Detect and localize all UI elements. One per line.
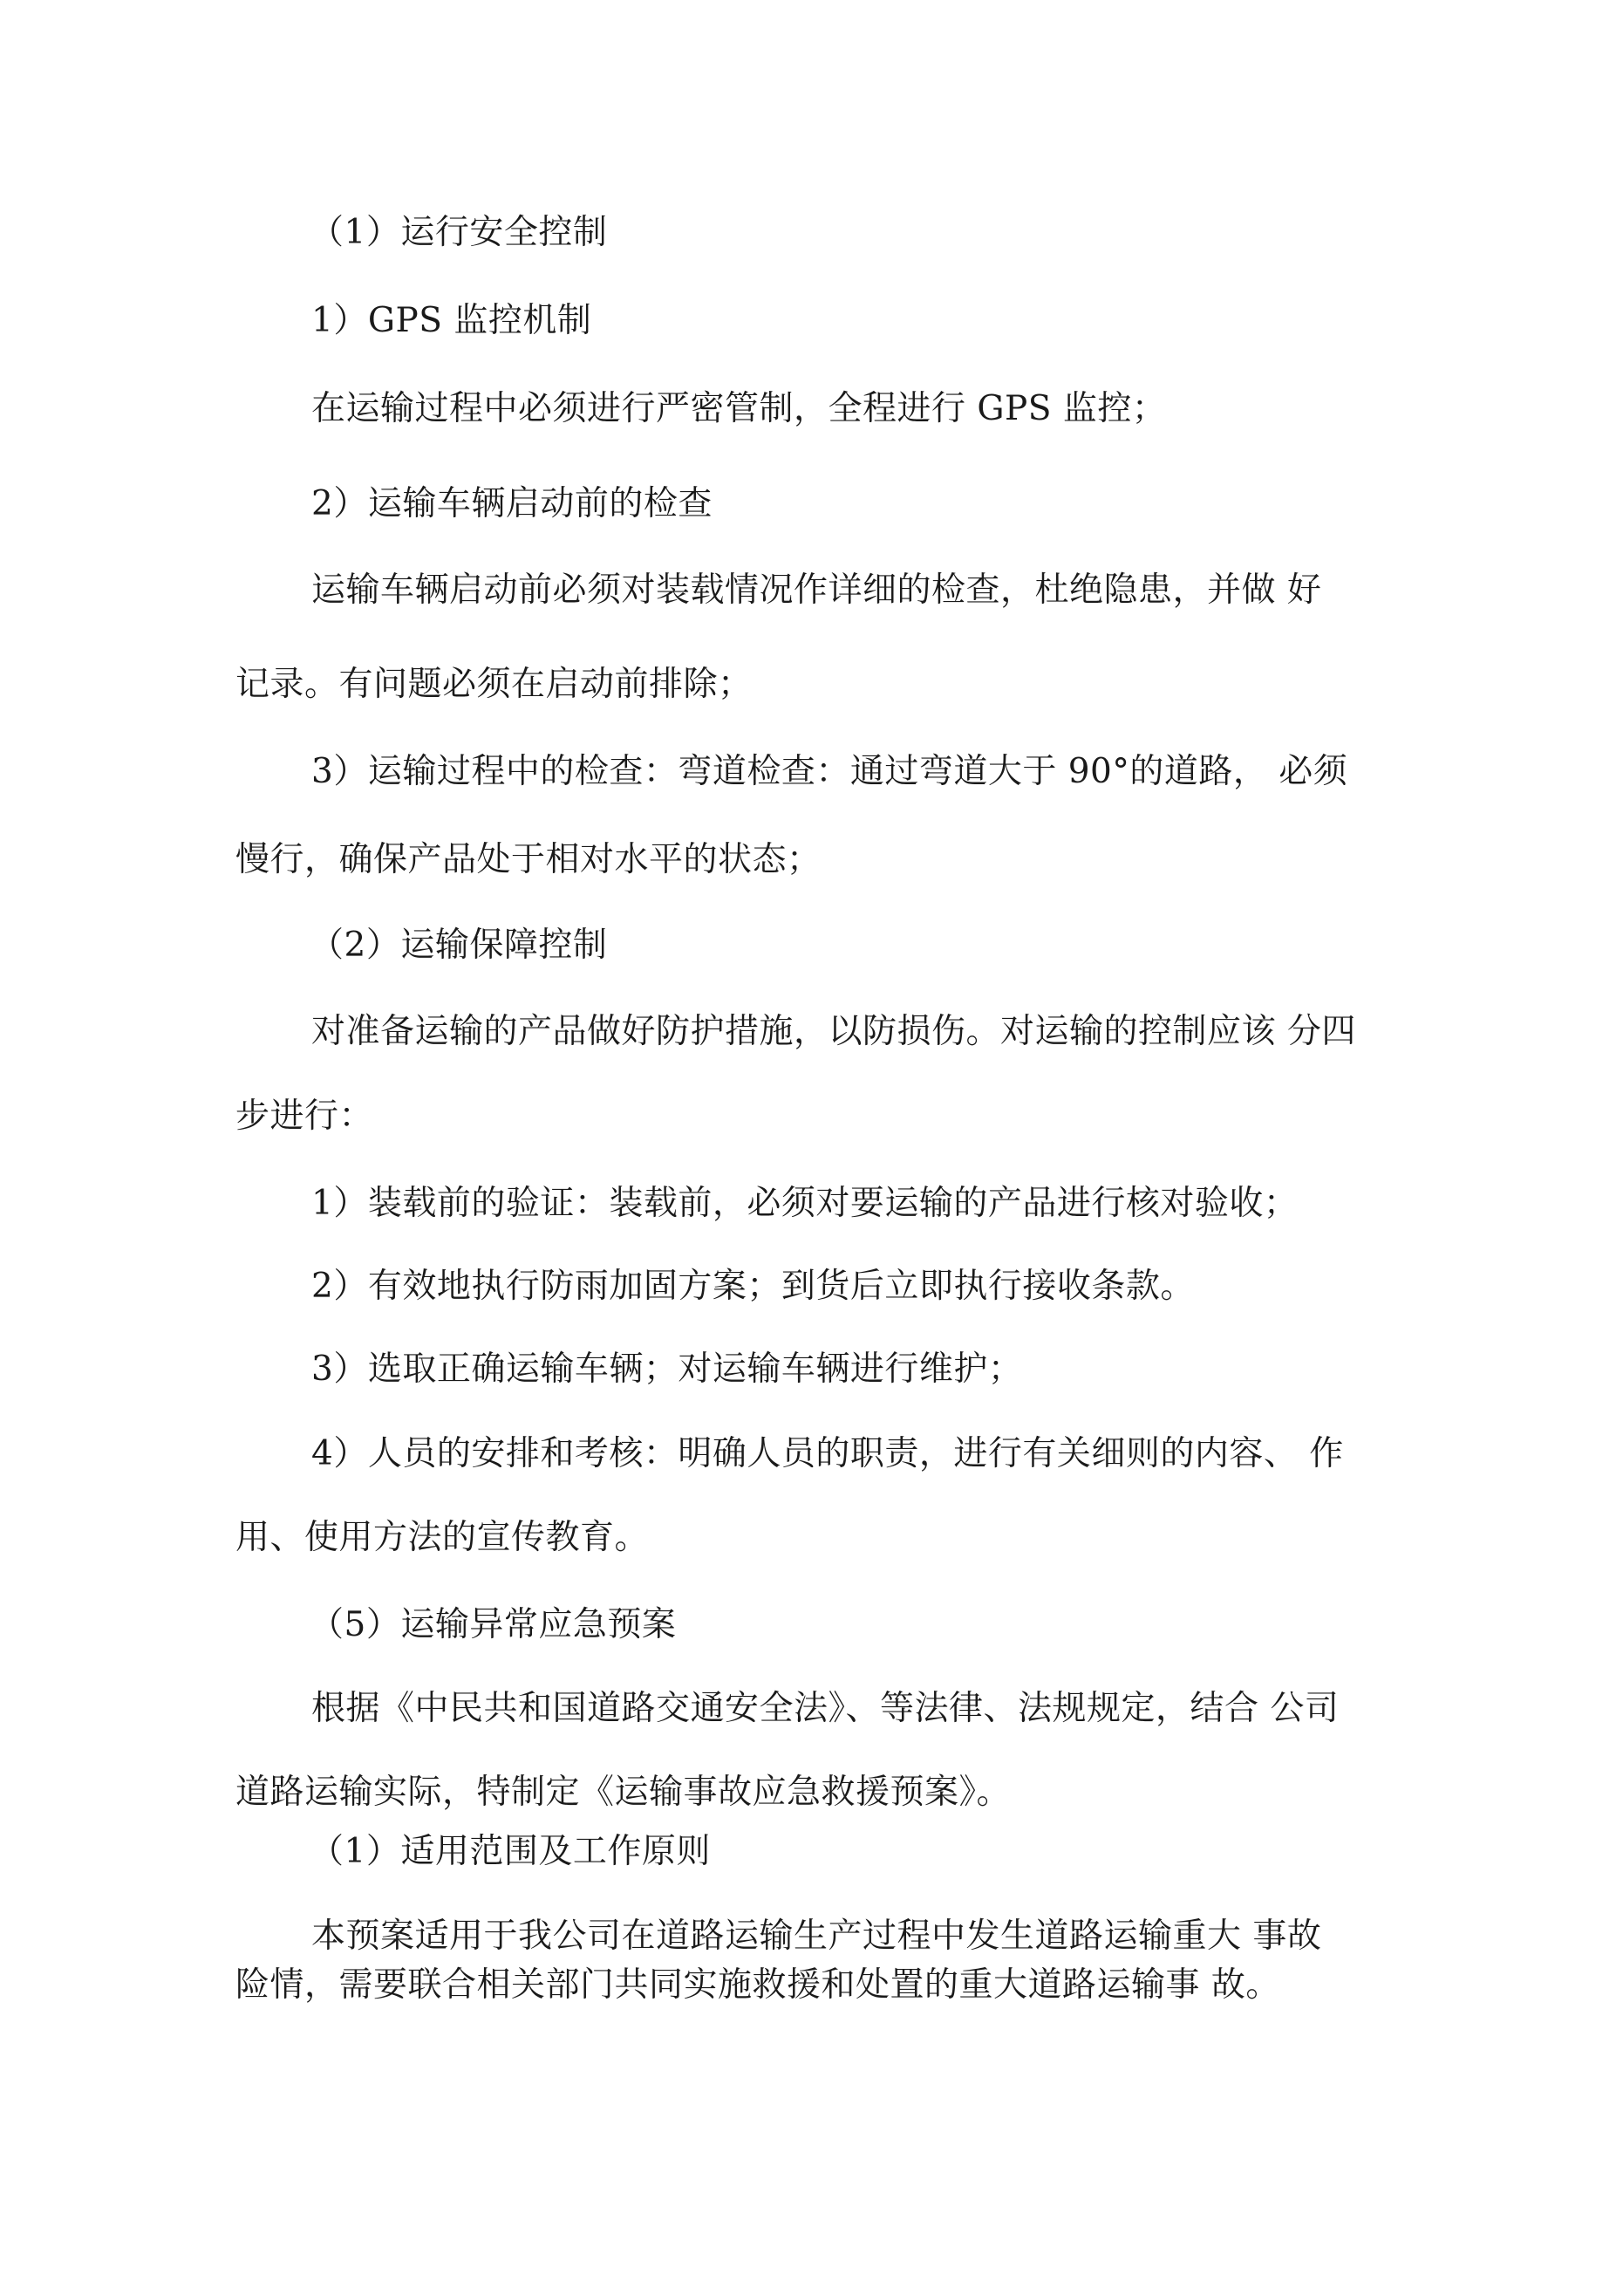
paragraph-line: 道路运输实际，特制定《运输事故应急救援预案》。: [235, 1773, 1012, 1812]
paragraph-line: 3）选取正确运输车辆；对运输车辆进行维护；: [311, 1350, 1023, 1389]
paragraph-line: 险情，需要联合相关部门共同实施救援和处置的重大道路运输事 故。: [235, 1965, 1280, 2005]
section-heading: （2）运输保障控制: [310, 926, 608, 965]
paragraph-line: 用、使用方法的宣传教育。: [235, 1518, 650, 1557]
paragraph-line: 根据《中民共和国道路交通安全法》、等法律、法规规定，结合 公司: [311, 1689, 1340, 1728]
paragraph-line: 慢行，确保产品处于相对水平的状态；: [235, 840, 822, 879]
section-heading: （1）适用范围及工作原则: [310, 1832, 711, 1871]
paragraph-line: 本预案适用于我公司在道路运输生产过程中发生道路运输重大 事故: [311, 1917, 1322, 1956]
section-heading: （1）运行安全控制: [310, 213, 608, 252]
paragraph-line: 1）装载前的验证：装载前，必须对要运输的产品进行核对验收；: [311, 1184, 1299, 1223]
subsection-heading: 1）GPS 监控机制: [311, 301, 592, 340]
paragraph-line: 对准备运输的产品做好防护措施，以防损伤。对运输的控制应该 分四: [311, 1012, 1356, 1051]
paragraph-line: 2）有效地执行防雨加固方案；到货后立即执行接收条款。: [311, 1267, 1195, 1306]
section-heading: （5）运输异常应急预案: [310, 1605, 677, 1644]
paragraph-line: 4）人员的安排和考核：明确人员的职责，进行有关细则的内容、 作: [311, 1434, 1344, 1473]
paragraph-line: 3）运输过程中的检查：弯道检查：通过弯道大于 90°的道路， 必须: [311, 752, 1348, 791]
paragraph-line: 步进行：: [235, 1097, 374, 1136]
paragraph-line: 记录。有问题必须在启动前排除；: [235, 665, 753, 704]
subsection-heading: 2）运输车辆启动前的检查: [311, 484, 713, 523]
paragraph-line: 在运输过程中必须进行严密管制，全程进行 GPS 监控；: [311, 389, 1167, 428]
paragraph-line: 运输车辆启动前必须对装载情况作详细的检查，杜绝隐患，并做 好: [311, 571, 1322, 610]
